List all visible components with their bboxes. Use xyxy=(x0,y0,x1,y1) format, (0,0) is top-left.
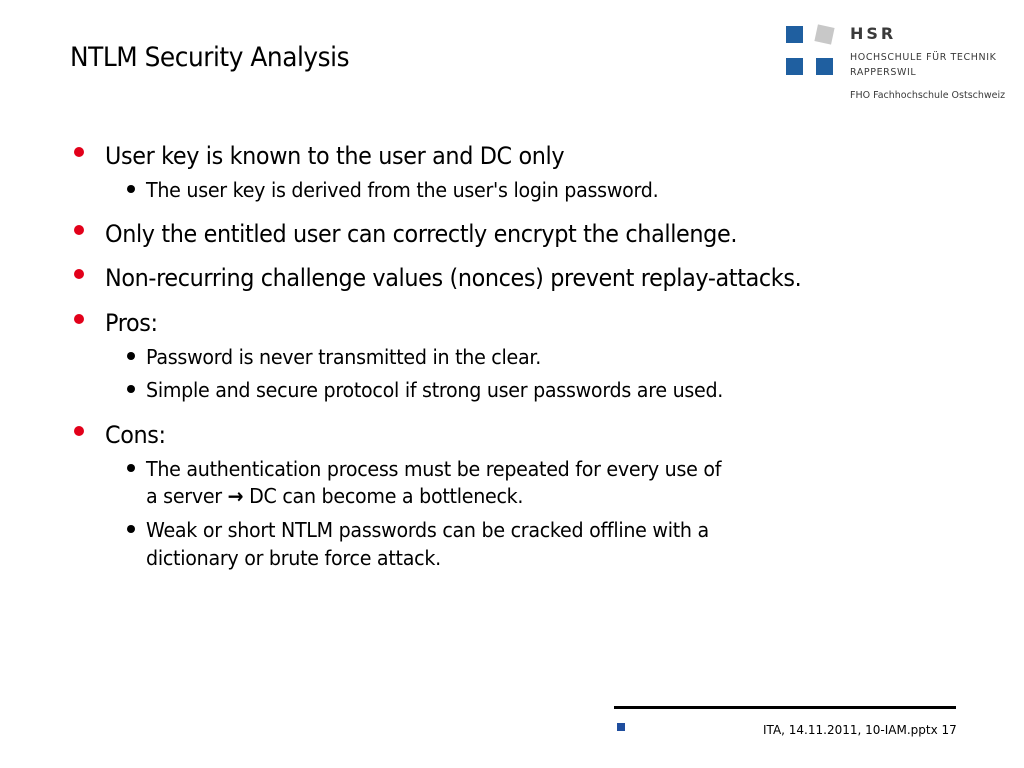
bullet-text: Cons: xyxy=(105,421,166,449)
bullet-text: Pros: xyxy=(105,309,158,337)
slide-title: NTLM Security Analysis xyxy=(70,42,350,73)
logo-line-2: RAPPERSWIL xyxy=(850,67,917,78)
footer-square xyxy=(617,723,625,731)
sub-bullet-text-continued xyxy=(146,484,523,508)
sub-bullet-text-continued: dictionary or brute force attack. xyxy=(146,546,441,570)
sub-bullet-text: Password is never transmitted in the clear. xyxy=(146,345,541,369)
footer-text: ITA, 14.11.2011, 10-IAM.pptx 17 xyxy=(763,723,957,737)
bullet-marker xyxy=(74,147,84,157)
logo-square-4 xyxy=(816,58,833,75)
bullet-marker xyxy=(74,426,84,436)
logo-square-3 xyxy=(786,58,803,75)
logo-square-2 xyxy=(814,24,834,44)
sub-bullet-text: Simple and secure protocol if strong user passwords are used. xyxy=(146,378,724,402)
sub-bullet-marker xyxy=(127,525,135,533)
arrow-icon: → xyxy=(227,484,244,508)
sub-bullet-text-part: a server xyxy=(146,484,222,508)
bullet-text: User key is known to the user and DC only xyxy=(105,142,565,170)
bullet-text: Only the entitled user can correctly encrypt the challenge. xyxy=(105,220,738,248)
hsr-logo xyxy=(784,24,1016,104)
sub-bullet-marker xyxy=(127,352,135,360)
bullet-marker xyxy=(74,225,84,235)
sub-bullet-text: The authentication process must be repeated for every use of xyxy=(146,457,722,481)
sub-bullet-text-part: DC can become a bottleneck. xyxy=(249,484,524,508)
bullet-text: Non-recurring challenge values (nonces) prevent replay-attacks. xyxy=(105,264,802,292)
sub-bullet-marker xyxy=(127,185,135,193)
bullet-marker xyxy=(74,314,84,324)
logo-name: HSR xyxy=(850,24,897,43)
sub-bullet-marker xyxy=(127,385,135,393)
sub-bullet-text: Weak or short NTLM passwords can be cracked offline with a xyxy=(146,518,709,542)
logo-line-3: FHO Fachhochschule Ostschweiz xyxy=(850,90,1006,101)
logo-line-1: HOCHSCHULE FÜR TECHNIK xyxy=(850,52,997,63)
bullet-marker xyxy=(74,269,84,279)
sub-bullet-marker xyxy=(127,464,135,472)
footer-rule xyxy=(614,706,956,709)
sub-bullet-text: The user key is derived from the user's login password. xyxy=(146,178,659,202)
logo-square-1 xyxy=(786,26,803,43)
